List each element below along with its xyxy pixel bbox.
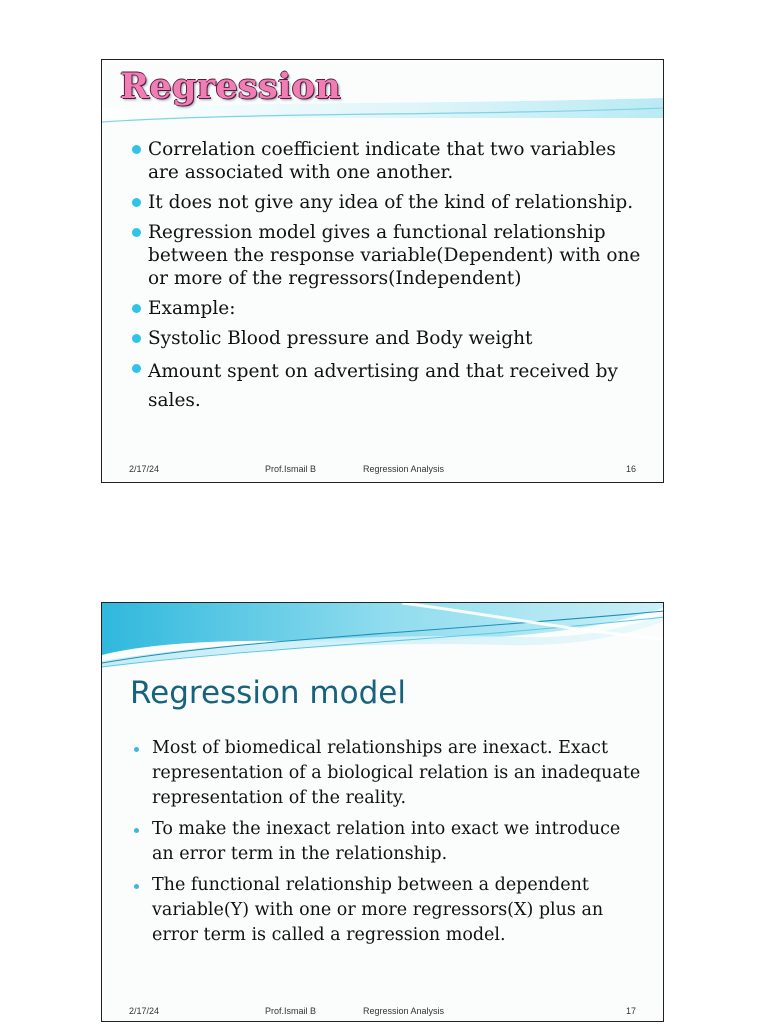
bullet-list [132, 138, 652, 422]
bullet-icon [134, 828, 139, 833]
bullet-icon [132, 198, 141, 207]
bullet-item: Amount spent on advertising and that received by sales. [132, 357, 652, 415]
footer-author: Prof.Ismail B [265, 464, 317, 474]
bullet-icon [132, 228, 141, 237]
bullet-icon [134, 747, 139, 752]
bullet-icon [132, 364, 141, 373]
bullet-icon [132, 334, 141, 343]
bullet-item: It does not give any idea of the kind of relationship. [132, 191, 652, 214]
footer-topic: Regression Analysis [363, 464, 445, 474]
footer-date: 2/17/24 [129, 1006, 160, 1016]
footer-date: 2/17/24 [129, 464, 160, 474]
bullet-item: Most of biomedical relationships are inexact. Exact representation of a biological relation is an inadequate representation of the reality. [132, 736, 642, 811]
slide-16 [101, 59, 664, 483]
bullet-list [132, 736, 642, 954]
footer-author: Prof.Ismail B [265, 1006, 317, 1016]
footer-topic: Regression Analysis [363, 1006, 445, 1016]
footer-page-number: 16 [626, 464, 637, 474]
bullet-item: Example: [132, 297, 652, 320]
bullet-item: To make the inexact relation into exact we introduce an error term in the relationship. [132, 817, 642, 867]
slide-17 [101, 602, 664, 1022]
bullet-icon [132, 304, 141, 313]
footer-page-number: 17 [626, 1006, 637, 1016]
slide-title: Regression model [130, 675, 406, 711]
bullet-item: The functional relationship between a dependent variable(Y) with one or more regressors(X) plus an error term is called a regression model. [132, 873, 642, 948]
bullet-icon [134, 884, 139, 889]
bullet-item: Systolic Blood pressure and Body weight [132, 327, 652, 350]
bullet-icon [132, 145, 141, 154]
slide-title: Regression [120, 66, 342, 107]
wave-header-decoration [102, 603, 664, 673]
bullet-item: Correlation coefficient indicate that two variables are associated with one another. [132, 138, 652, 184]
bullet-item: Regression model gives a functional relationship between the response variable(Dependent) with one or more of the regressors(Independent) [132, 221, 652, 290]
